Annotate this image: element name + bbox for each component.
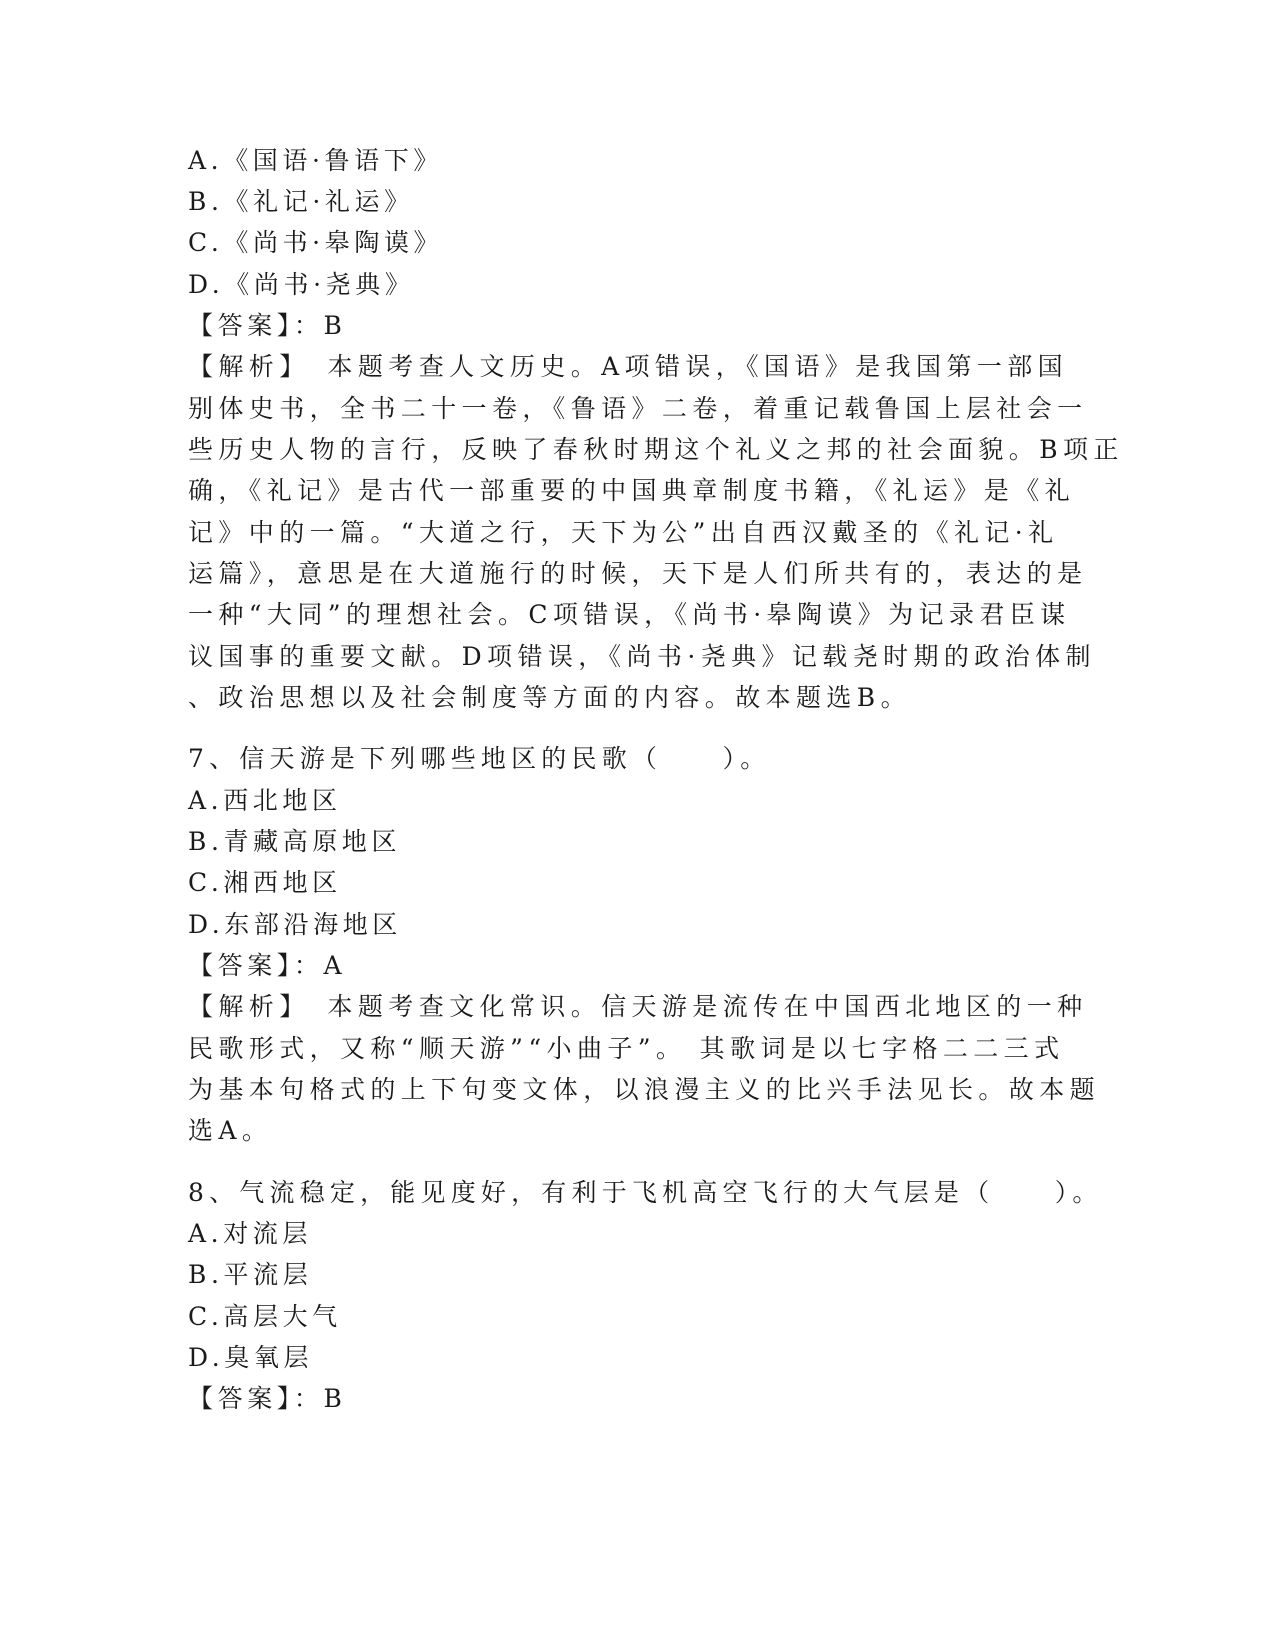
q7-option-c: C.湘西地区 [188,868,342,897]
q6-option-c: C.《尚书·皋陶谟》 [188,228,444,257]
q8-question: 8、气流稳定，能见度好，有利于飞机高空飞行的大气层是（ ）。 [188,1178,1103,1207]
q6-analysis-line: 【解析】 本题考查人文历史。A项错误，《国语》是我国第一部国 [188,352,1069,381]
q7-analysis-line: 为基本句格式的上下句变文体，以浪漫主义的比兴手法见长。故本题 [188,1075,1101,1104]
q7-analysis-line: 选A。 [188,1116,273,1145]
q6-analysis-line: 别体史书，全书二十一卷，《鲁语》二卷，着重记载鲁国上层社会一 [188,394,1088,423]
q6-analysis-line: 确，《礼记》是古代一部重要的中国典章制度书籍，《礼运》是《礼 [188,476,1076,505]
q8-option-b: B.平流层 [188,1260,313,1289]
q8-option-a: A.对流层 [188,1219,313,1248]
q6-analysis-line: 、政治思想以及社会制度等方面的内容。故本题选B。 [188,683,911,712]
q7-analysis-line: 【解析】 本题考查文化常识。信天游是流传在中国西北地区的一种 [188,992,1088,1021]
q7-question: 7、信天游是下列哪些地区的民歌（ ）。 [188,744,771,773]
q6-analysis-line: 一种“大同”的理想社会。C项错误，《尚书·皋陶谟》为记录君臣谋 [188,600,1071,629]
q7-option-a: A.西北地区 [188,786,342,815]
q7-analysis-line: 民歌形式，又称“顺天游”“小曲子”。 其歌词是以七字格二二三式 [188,1034,1065,1063]
q8-answer: 【答案】：B [188,1384,347,1413]
q6-option-d: D.《尚书·尧典》 [188,270,415,299]
q6-option-b: B.《礼记·礼运》 [188,187,414,216]
q6-analysis-line: 议国事的重要文献。D项错误，《尚书·尧典》记载尧时期的政治体制 [188,642,1096,671]
q8-option-d: D.臭氧层 [188,1343,314,1372]
q7-answer: 【答案】：A [188,951,347,980]
q6-analysis-line: 些历史人物的言行，反映了春秋时期这个礼义之邦的社会面貌。B项正 [188,435,1124,464]
q6-analysis-line: 运篇》，意思是在大道施行的时候，天下是人们所共有的，表达的是 [188,559,1088,588]
q6-answer: 【答案】：B [188,311,347,340]
q7-option-d: D.东部沿海地区 [188,910,402,939]
q6-option-a: A.《国语·鲁语下》 [188,146,443,175]
q8-option-c: C.高层大气 [188,1302,342,1331]
q6-analysis-line: 记》中的一篇。“大道之行，天下为公”出自西汉戴圣的《礼记·礼 [188,518,1059,547]
q7-option-b: B.青藏高原地区 [188,827,402,856]
